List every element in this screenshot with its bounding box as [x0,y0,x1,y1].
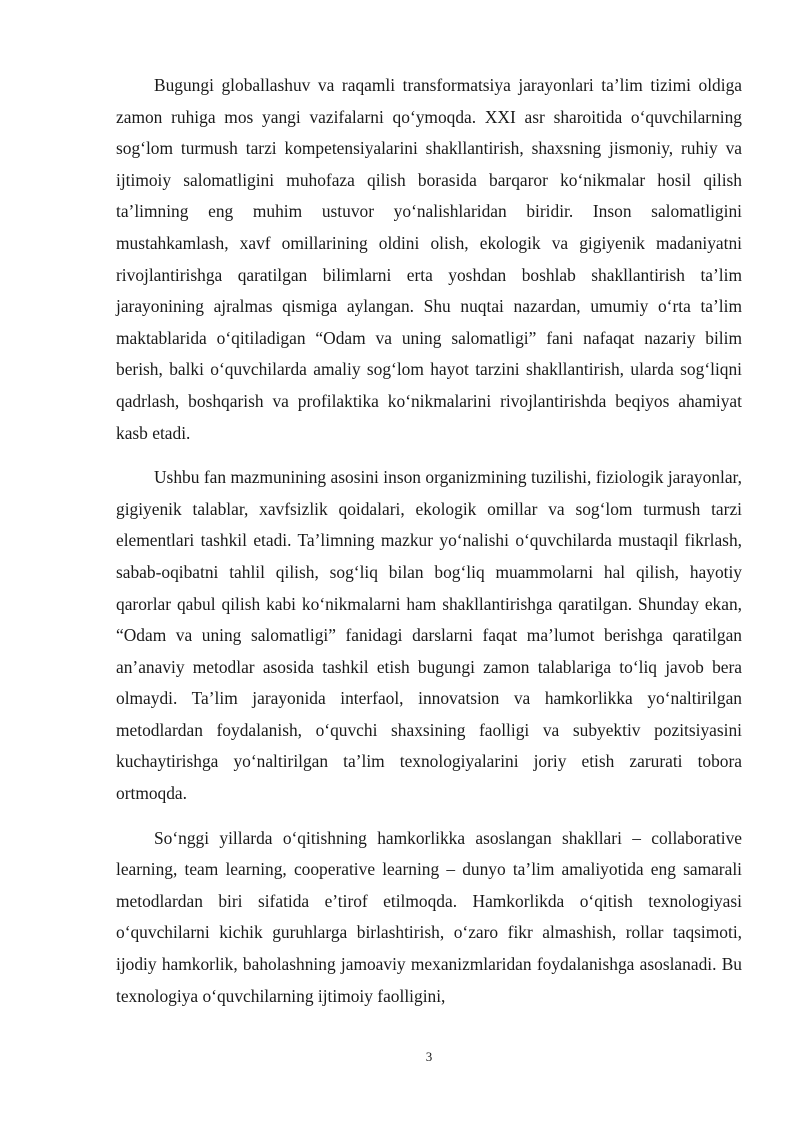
document-body [116,70,742,1025]
paragraph-2: Ushbu fan mazmunining asosini inson organizmining tuzilishi, fiziologik jarayonlar, gigiyenik talablar, xavfsizlik qoidalari, ekologik omillar va sog‘lom turmush tarzi elementlari tashkil etadi. Ta’limning mazkur yo‘nalishi o‘quvchilarda mustaqil fikrlash, sabab-oqibatni tahlil qilish, sog‘liq bilan bog‘liq muammolarni hal qilish, hayotiy qarorlar qabul qilish kabi ko‘nikmalarni ham shakllantirishga qaratilgan. Shunday ekan, “Odam va uning salomatligi” fanidagi darslarni faqat ma’lumot berishga qaratilgan an’anaviy metodlar asosida tashkil etish bugungi zamon talablariga to‘liq javob bera olmaydi. Ta’lim jarayonida interfaol, innovatsion va hamkorlikka yo‘naltirilgan metodlardan foydalanish, o‘quvchi shaxsining faolligi va subyektiv pozitsiyasini kuchaytirishga yo‘naltirilgan ta’lim texnologiyalarini joriy etish zarurati tobora ortmoqda. [116,467,742,804]
paragraph-3: So‘nggi yillarda o‘qitishning hamkorlikka asoslangan shakllari – collaborative learning, team learning, cooperative learning – dunyo ta’lim amaliyotida eng samarali metodlardan biri sifatida e’tirof etilmoqda. Hamkorlikda o‘qitish texnologiyasi o‘quvchilarni kichik guruhlarga birlashtirish, o‘zaro fikr almashish, rollar taqsimoti, ijodiy hamkorlik, baholashning jamoaviy mexanizmlaridan foydalanishga asoslanadi. Bu texnologiya o‘quvchilarning ijtimoiy faolligini, [116,827,742,1006]
paragraph-1: Bugungi globallashuv va raqamli transformatsiya jarayonlari ta’lim tizimi oldiga zamon ruhiga mos yangi vazifalarni qo‘ymoqda. XXI asr sharoitida o‘quvchilarning sog‘lom turmush tarzi kompetensiyalarini shakllantirish, shaxsning jismoniy, ruhiy va ijtimoiy salomatligini muhofaza qilish borasida barqaror ko‘nikmalar hosil qilish ta’limning eng muhim ustuvor yo‘nalishlaridan biridir. Inson salomatligini mustahkamlash, xavf omillarining oldini olish, ekologik va gigiyenik madaniyatni rivojlantirishga qaratilgan bilimlarni erta yoshdan boshlab shakllantirish ta’lim jarayonining ajralmas qismiga aylangan. Shu nuqtai nazardan, umumiy o‘rta ta’lim maktablarida o‘qitiladigan “Odam va uning salomatligi” fani nafaqat nazariy bilim berish, balki o‘quvchilarda amaliy sog‘lom hayot tarzini shakllantirish, ularda sog‘liqni qadrlash, boshqarish va profilaktika ko‘nikmalarini rivojlantirishda beqiyos ahamiyat kasb etadi. [116,75,742,443]
page-number: 3 [425,1049,433,1064]
